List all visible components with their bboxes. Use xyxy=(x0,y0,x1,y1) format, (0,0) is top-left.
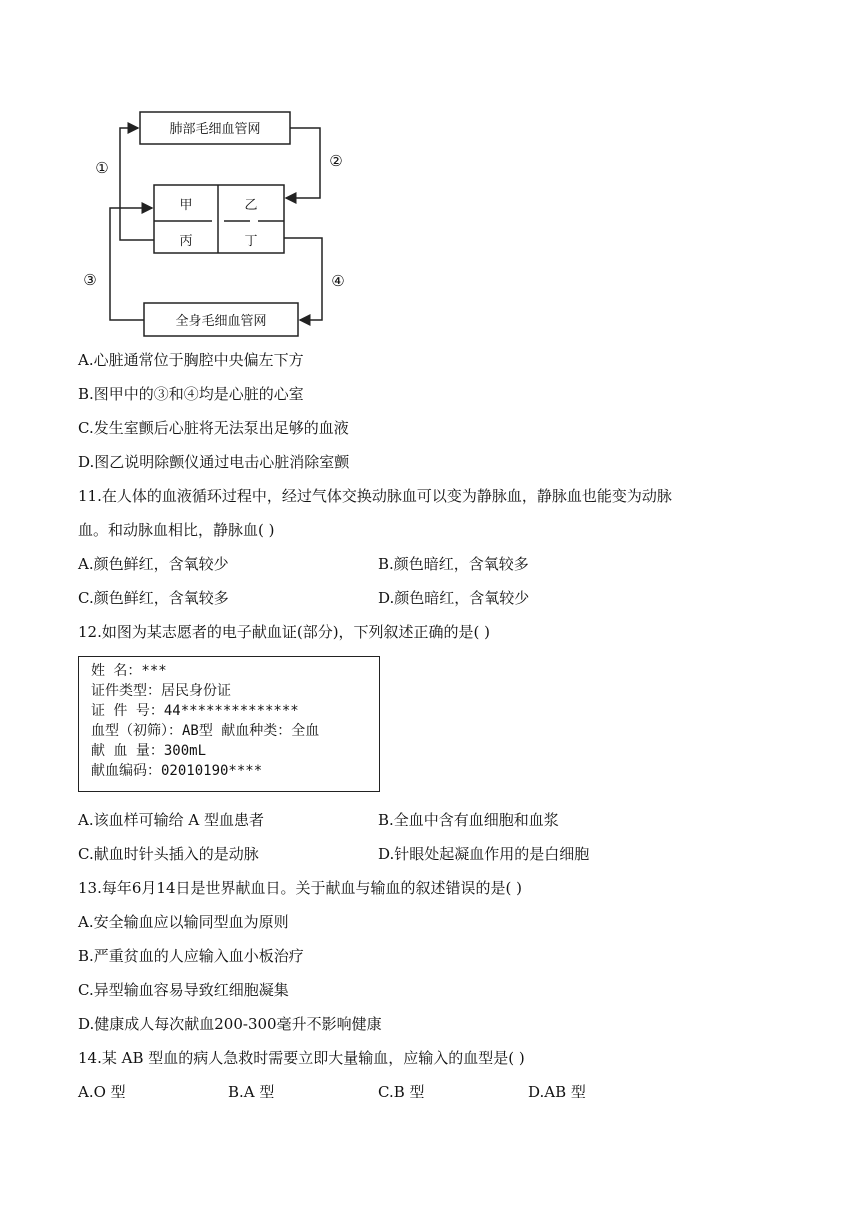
card-id-type: 证件类型：居民身份证 xyxy=(91,683,231,699)
q12-stem: 12.如图为某志愿者的电子献血证(部分)，下列叙述正确的是( ) xyxy=(78,623,491,641)
q12-option-a: A.该血样可输给 A 型血患者 xyxy=(78,811,264,829)
q11-option-b: B.颜色暗红，含氧较多 xyxy=(378,555,529,573)
q11-option-a: A.颜色鲜红，含氧较少 xyxy=(78,555,229,573)
q13-option-d: D.健康成人每次献血200-300毫升不影响健康 xyxy=(78,1015,382,1033)
arrow-1 xyxy=(120,128,154,240)
body-capillary-label: 全身毛细血管网 xyxy=(175,314,267,329)
q14-option-c: C.B 型 xyxy=(378,1083,425,1101)
q13-stem: 13.每年6月14日是世界献血日。关于献血与输血的叙述错误的是( ) xyxy=(78,879,522,897)
q12-option-b: B.全血中含有血细胞和血浆 xyxy=(378,811,559,829)
q12-option-d: D.针眼处起凝血作用的是白细胞 xyxy=(378,845,590,863)
card-name: 姓 名：*** xyxy=(91,663,167,679)
q14-option-a: A.O 型 xyxy=(78,1083,126,1101)
q13-option-b: B.严重贫血的人应输入血小板治疗 xyxy=(78,947,304,965)
lung-capillary-label: 肺部毛细血管网 xyxy=(169,122,261,137)
q14-stem: 14.某 AB 型血的病人急救时需要立即大量输血，应输入的血型是( ) xyxy=(78,1049,525,1067)
q10-option-b: B.图甲中的③和④均是心脏的心室 xyxy=(78,385,304,403)
blood-donation-card xyxy=(78,656,380,792)
card-volume: 献 血 量：300mL xyxy=(91,743,207,759)
arrow-1-label: ① xyxy=(95,159,109,177)
arrow-3-label: ③ xyxy=(83,271,97,289)
chamber-ding: 丁 xyxy=(244,234,258,249)
q10-option-c: C.发生室颤后心脏将无法泵出足够的血液 xyxy=(78,419,349,437)
q14-option-b: B.A 型 xyxy=(228,1083,275,1101)
q11-option-c: C.颜色鲜红，含氧较多 xyxy=(78,589,229,607)
chamber-jia: 甲 xyxy=(179,198,193,213)
heart-box xyxy=(154,185,284,253)
q13-option-c: C.异型输血容易导致红细胞凝集 xyxy=(78,981,289,999)
chamber-yi: 乙 xyxy=(244,198,258,213)
arrow-2-label: ② xyxy=(329,152,343,170)
card-code: 献血编码：02010190**** xyxy=(91,763,263,779)
arrow-4-label: ④ xyxy=(331,272,345,290)
q10-option-a: A.心脏通常位于胸腔中央偏左下方 xyxy=(78,351,304,369)
q12-option-c: C.献血时针头插入的是动脉 xyxy=(78,845,259,863)
q11-option-d: D.颜色暗红，含氧较少 xyxy=(378,589,530,607)
arrow-2 xyxy=(286,128,320,198)
card-id-number: 证 件 号：44************** xyxy=(91,703,299,719)
q14-option-d: D.AB 型 xyxy=(528,1083,586,1101)
chamber-bing: 丙 xyxy=(179,234,193,249)
circulation-diagram xyxy=(76,100,366,345)
q13-option-a: A.安全输血应以输同型血为原则 xyxy=(78,913,289,931)
q11-stem-line1: 11.在人体的血液循环过程中，经过气体交换动脉血可以变为静脉血，静脉血也能变为动脉 xyxy=(78,487,672,505)
card-blood-type: 血型（初筛）：AB型 献血种类：全血 xyxy=(91,723,320,739)
q11-stem-line2: 血。和动脉血相比，静脉血( ) xyxy=(78,521,275,539)
q10-option-d: D.图乙说明除颤仪通过电击心脏消除室颤 xyxy=(78,453,350,471)
